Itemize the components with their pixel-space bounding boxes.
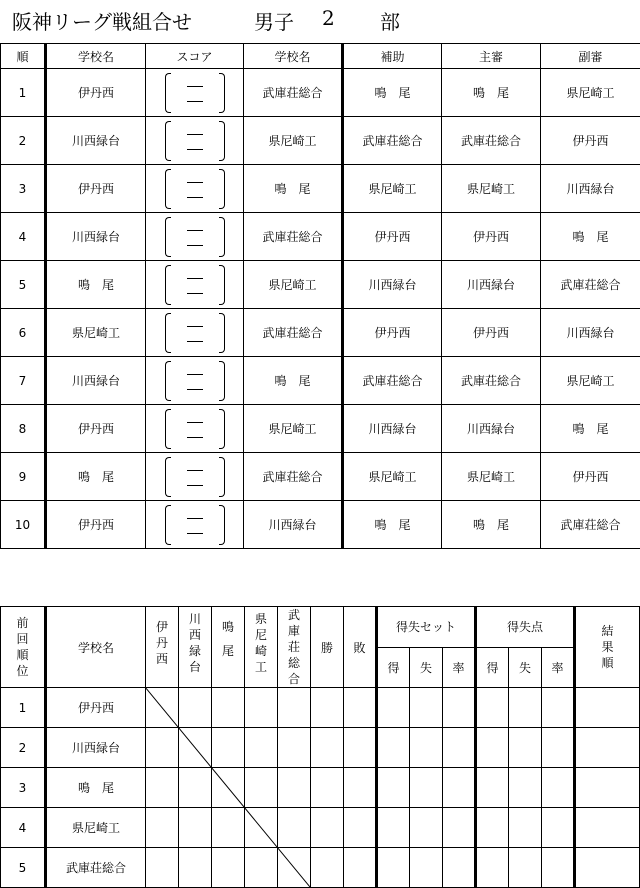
chief-referee: 県尼崎工 xyxy=(442,453,541,501)
score-brackets xyxy=(165,313,225,353)
school-name: 伊丹西 xyxy=(46,688,146,728)
assist-team: 川西緑台 xyxy=(343,405,442,453)
set-won-cell[interactable] xyxy=(377,768,410,808)
final-rank-cell[interactable] xyxy=(575,688,640,728)
standings-table xyxy=(0,606,640,888)
match-cell[interactable] xyxy=(179,728,212,768)
score-brackets xyxy=(165,121,225,161)
team-a: 鳴 尾 xyxy=(46,453,146,501)
wins-cell[interactable] xyxy=(311,768,344,808)
row-number: 4 xyxy=(1,213,46,261)
chief-referee: 鳴 尾 xyxy=(442,69,541,117)
row-number: 2 xyxy=(1,117,46,165)
match-cell[interactable] xyxy=(179,768,212,808)
set-ratio-cell[interactable] xyxy=(443,768,476,808)
wins-cell[interactable] xyxy=(311,848,344,888)
match-cell[interactable] xyxy=(278,728,311,768)
gender-label: 男子 xyxy=(254,10,294,34)
prev-rank: 2 xyxy=(1,728,46,768)
point-ratio-cell[interactable] xyxy=(542,728,575,768)
set-lost-cell[interactable] xyxy=(410,728,443,768)
final-rank-cell[interactable] xyxy=(575,808,640,848)
assist-team: 鳴 尾 xyxy=(343,69,442,117)
match-cell[interactable] xyxy=(146,728,179,768)
assist-team: 武庫荘総合 xyxy=(343,117,442,165)
schedule-row xyxy=(1,117,640,165)
final-rank-cell[interactable] xyxy=(575,848,640,888)
team-b: 川西緑台 xyxy=(244,501,343,549)
header-prev-rank: 前 回 順 位 xyxy=(1,607,46,688)
score-brackets xyxy=(165,409,225,449)
sub-referee: 鳴 尾 xyxy=(541,213,640,261)
chief-referee: 川西緑台 xyxy=(442,405,541,453)
point-ratio-cell[interactable] xyxy=(542,768,575,808)
team-a: 川西緑台 xyxy=(46,117,146,165)
match-cell[interactable] xyxy=(278,688,311,728)
match-cell[interactable] xyxy=(179,688,212,728)
team-a: 伊丹西 xyxy=(46,405,146,453)
point-won-cell[interactable] xyxy=(476,848,509,888)
score-box[interactable] xyxy=(146,405,244,453)
score-box[interactable] xyxy=(146,357,244,405)
match-cell[interactable] xyxy=(146,848,179,888)
chief-referee: 県尼崎工 xyxy=(442,165,541,213)
sub-referee: 武庫荘総合 xyxy=(541,261,640,309)
header-point-diff: 得失点 xyxy=(476,607,575,648)
row-number: 5 xyxy=(1,261,46,309)
match-cell[interactable] xyxy=(278,768,311,808)
header-set-won: 得 xyxy=(377,647,410,688)
chief-referee: 伊丹西 xyxy=(442,309,541,357)
point-lost-cell[interactable] xyxy=(509,768,542,808)
score-brackets xyxy=(165,217,225,257)
row-number: 10 xyxy=(1,501,46,549)
header-set-ratio: 率 xyxy=(443,647,476,688)
schedule-row xyxy=(1,309,640,357)
point-ratio-cell[interactable] xyxy=(542,688,575,728)
score-brackets xyxy=(165,265,225,305)
score-box[interactable] xyxy=(146,309,244,357)
team-a: 県尼崎工 xyxy=(46,309,146,357)
header-set-lost: 失 xyxy=(410,647,443,688)
set-lost-cell[interactable] xyxy=(410,848,443,888)
point-won-cell[interactable] xyxy=(476,808,509,848)
chief-referee: 武庫荘総合 xyxy=(442,117,541,165)
final-rank-cell[interactable] xyxy=(575,768,640,808)
point-won-cell[interactable] xyxy=(476,728,509,768)
row-number: 9 xyxy=(1,453,46,501)
set-won-cell[interactable] xyxy=(377,688,410,728)
match-cell[interactable] xyxy=(179,848,212,888)
sub-referee: 川西緑台 xyxy=(541,309,640,357)
schedule-row xyxy=(1,453,640,501)
score-brackets xyxy=(165,505,225,545)
chief-referee: 伊丹西 xyxy=(442,213,541,261)
sub-referee: 川西緑台 xyxy=(541,165,640,213)
prev-rank: 4 xyxy=(1,808,46,848)
set-won-cell[interactable] xyxy=(377,808,410,848)
score-box[interactable] xyxy=(146,453,244,501)
chief-referee: 川西緑台 xyxy=(442,261,541,309)
schedule-row xyxy=(1,165,640,213)
header-opp-4: 県 尼 崎 工 xyxy=(245,607,278,688)
school-name: 鳴 尾 xyxy=(46,768,146,808)
header-final-rank: 結 果 順 xyxy=(575,607,640,688)
losses-cell[interactable] xyxy=(344,848,377,888)
point-won-cell[interactable] xyxy=(476,688,509,728)
point-lost-cell[interactable] xyxy=(509,688,542,728)
header-school-a: 学校名 xyxy=(46,44,146,69)
assist-team: 県尼崎工 xyxy=(343,453,442,501)
schedule-row xyxy=(1,357,640,405)
header-order: 順 xyxy=(1,44,46,69)
match-cell[interactable] xyxy=(179,808,212,848)
header-point-won: 得 xyxy=(476,647,509,688)
team-b: 県尼崎工 xyxy=(244,405,343,453)
score-box[interactable] xyxy=(146,117,244,165)
header-opp-5: 武 庫 荘 総 合 xyxy=(278,607,311,688)
set-ratio-cell[interactable] xyxy=(443,848,476,888)
point-lost-cell[interactable] xyxy=(509,808,542,848)
match-cell[interactable] xyxy=(245,688,278,728)
set-ratio-cell[interactable] xyxy=(443,808,476,848)
row-number: 7 xyxy=(1,357,46,405)
point-lost-cell[interactable] xyxy=(509,728,542,768)
assist-team: 伊丹西 xyxy=(343,213,442,261)
standings-row xyxy=(1,808,640,848)
school-name: 県尼崎工 xyxy=(46,808,146,848)
assist-team: 伊丹西 xyxy=(343,309,442,357)
team-b: 県尼崎工 xyxy=(244,261,343,309)
set-won-cell[interactable] xyxy=(377,728,410,768)
schedule-table xyxy=(0,43,640,549)
assist-team: 鳴 尾 xyxy=(343,501,442,549)
schedule-row xyxy=(1,261,640,309)
schedule-row xyxy=(1,213,640,261)
header-set-diff: 得失セット xyxy=(377,607,476,648)
team-a: 伊丹西 xyxy=(46,501,146,549)
match-cell[interactable] xyxy=(212,688,245,728)
header-wins: 勝 xyxy=(311,607,344,688)
standings-row xyxy=(1,728,640,768)
header-opp-2: 川 西 緑 台 xyxy=(179,607,212,688)
set-ratio-cell[interactable] xyxy=(443,728,476,768)
match-cell[interactable] xyxy=(245,768,278,808)
score-brackets xyxy=(165,361,225,401)
sub-referee: 伊丹西 xyxy=(541,453,640,501)
standings-row xyxy=(1,688,640,728)
assist-team: 川西緑台 xyxy=(343,261,442,309)
match-cell[interactable] xyxy=(146,808,179,848)
match-cell[interactable] xyxy=(278,808,311,848)
match-cell[interactable] xyxy=(245,728,278,768)
standings-row xyxy=(1,768,640,808)
team-b: 武庫荘総合 xyxy=(244,213,343,261)
match-cell[interactable] xyxy=(245,848,278,888)
team-a: 伊丹西 xyxy=(46,69,146,117)
division-number: 2 xyxy=(322,6,335,30)
league-title: 阪神リーグ戦組合せ xyxy=(12,10,192,34)
match-cell[interactable] xyxy=(212,768,245,808)
header-point-lost: 失 xyxy=(509,647,542,688)
header-losses: 敗 xyxy=(344,607,377,688)
match-cell[interactable] xyxy=(212,808,245,848)
point-lost-cell[interactable] xyxy=(509,848,542,888)
losses-cell[interactable] xyxy=(344,688,377,728)
match-cell[interactable] xyxy=(212,848,245,888)
set-lost-cell[interactable] xyxy=(410,808,443,848)
sub-referee: 鳴 尾 xyxy=(541,405,640,453)
header-sub-referee: 副審 xyxy=(541,44,640,69)
team-b: 武庫荘総合 xyxy=(244,453,343,501)
team-a: 川西緑台 xyxy=(46,213,146,261)
chief-referee: 鳴 尾 xyxy=(442,501,541,549)
score-box[interactable] xyxy=(146,69,244,117)
schedule-row xyxy=(1,501,640,549)
header-opp-3: 鳴 尾 xyxy=(212,607,245,688)
score-box[interactable] xyxy=(146,165,244,213)
schedule-row xyxy=(1,405,640,453)
set-ratio-cell[interactable] xyxy=(443,688,476,728)
assist-team: 武庫荘総合 xyxy=(343,357,442,405)
team-a: 鳴 尾 xyxy=(46,261,146,309)
team-a: 川西緑台 xyxy=(46,357,146,405)
match-cell[interactable] xyxy=(146,768,179,808)
set-lost-cell[interactable] xyxy=(410,688,443,728)
losses-cell[interactable] xyxy=(344,808,377,848)
wins-cell[interactable] xyxy=(311,808,344,848)
row-number: 1 xyxy=(1,69,46,117)
point-won-cell[interactable] xyxy=(476,768,509,808)
chief-referee: 武庫荘総合 xyxy=(442,357,541,405)
row-number: 3 xyxy=(1,165,46,213)
sub-referee: 県尼崎工 xyxy=(541,357,640,405)
match-cell[interactable] xyxy=(146,688,179,728)
row-number: 6 xyxy=(1,309,46,357)
final-rank-cell[interactable] xyxy=(575,728,640,768)
team-b: 武庫荘総合 xyxy=(244,69,343,117)
schedule-header-row xyxy=(1,44,640,69)
team-a: 伊丹西 xyxy=(46,165,146,213)
match-cell[interactable] xyxy=(212,728,245,768)
header-point-ratio: 率 xyxy=(542,647,575,688)
division-suffix: 部 xyxy=(380,10,400,34)
team-b: 武庫荘総合 xyxy=(244,309,343,357)
score-box[interactable] xyxy=(146,261,244,309)
team-b: 鳴 尾 xyxy=(244,165,343,213)
header-chief-referee: 主審 xyxy=(442,44,541,69)
score-brackets xyxy=(165,169,225,209)
set-won-cell[interactable] xyxy=(377,848,410,888)
header-school: 学校名 xyxy=(46,607,146,688)
schedule-row xyxy=(1,69,640,117)
score-brackets xyxy=(165,457,225,497)
score-brackets xyxy=(165,73,225,113)
point-ratio-cell[interactable] xyxy=(542,808,575,848)
point-ratio-cell[interactable] xyxy=(542,848,575,888)
school-name: 川西緑台 xyxy=(46,728,146,768)
header-school-b: 学校名 xyxy=(244,44,343,69)
sub-referee: 伊丹西 xyxy=(541,117,640,165)
match-cell[interactable] xyxy=(245,808,278,848)
assist-team: 県尼崎工 xyxy=(343,165,442,213)
prev-rank: 3 xyxy=(1,768,46,808)
row-number: 8 xyxy=(1,405,46,453)
prev-rank: 1 xyxy=(1,688,46,728)
score-box[interactable] xyxy=(146,501,244,549)
team-b: 県尼崎工 xyxy=(244,117,343,165)
team-b: 鳴 尾 xyxy=(244,357,343,405)
standings-row xyxy=(1,848,640,888)
header-score: スコア xyxy=(146,44,244,69)
losses-cell[interactable] xyxy=(344,728,377,768)
wins-cell[interactable] xyxy=(311,728,344,768)
wins-cell[interactable] xyxy=(311,688,344,728)
set-lost-cell[interactable] xyxy=(410,768,443,808)
header-assist: 補助 xyxy=(343,44,442,69)
match-cell[interactable] xyxy=(278,848,311,888)
prev-rank: 5 xyxy=(1,848,46,888)
losses-cell[interactable] xyxy=(344,768,377,808)
score-box[interactable] xyxy=(146,213,244,261)
sub-referee: 武庫荘総合 xyxy=(541,501,640,549)
sub-referee: 県尼崎工 xyxy=(541,69,640,117)
header-opp-1: 伊 丹 西 xyxy=(146,607,179,688)
school-name: 武庫荘総合 xyxy=(46,848,146,888)
